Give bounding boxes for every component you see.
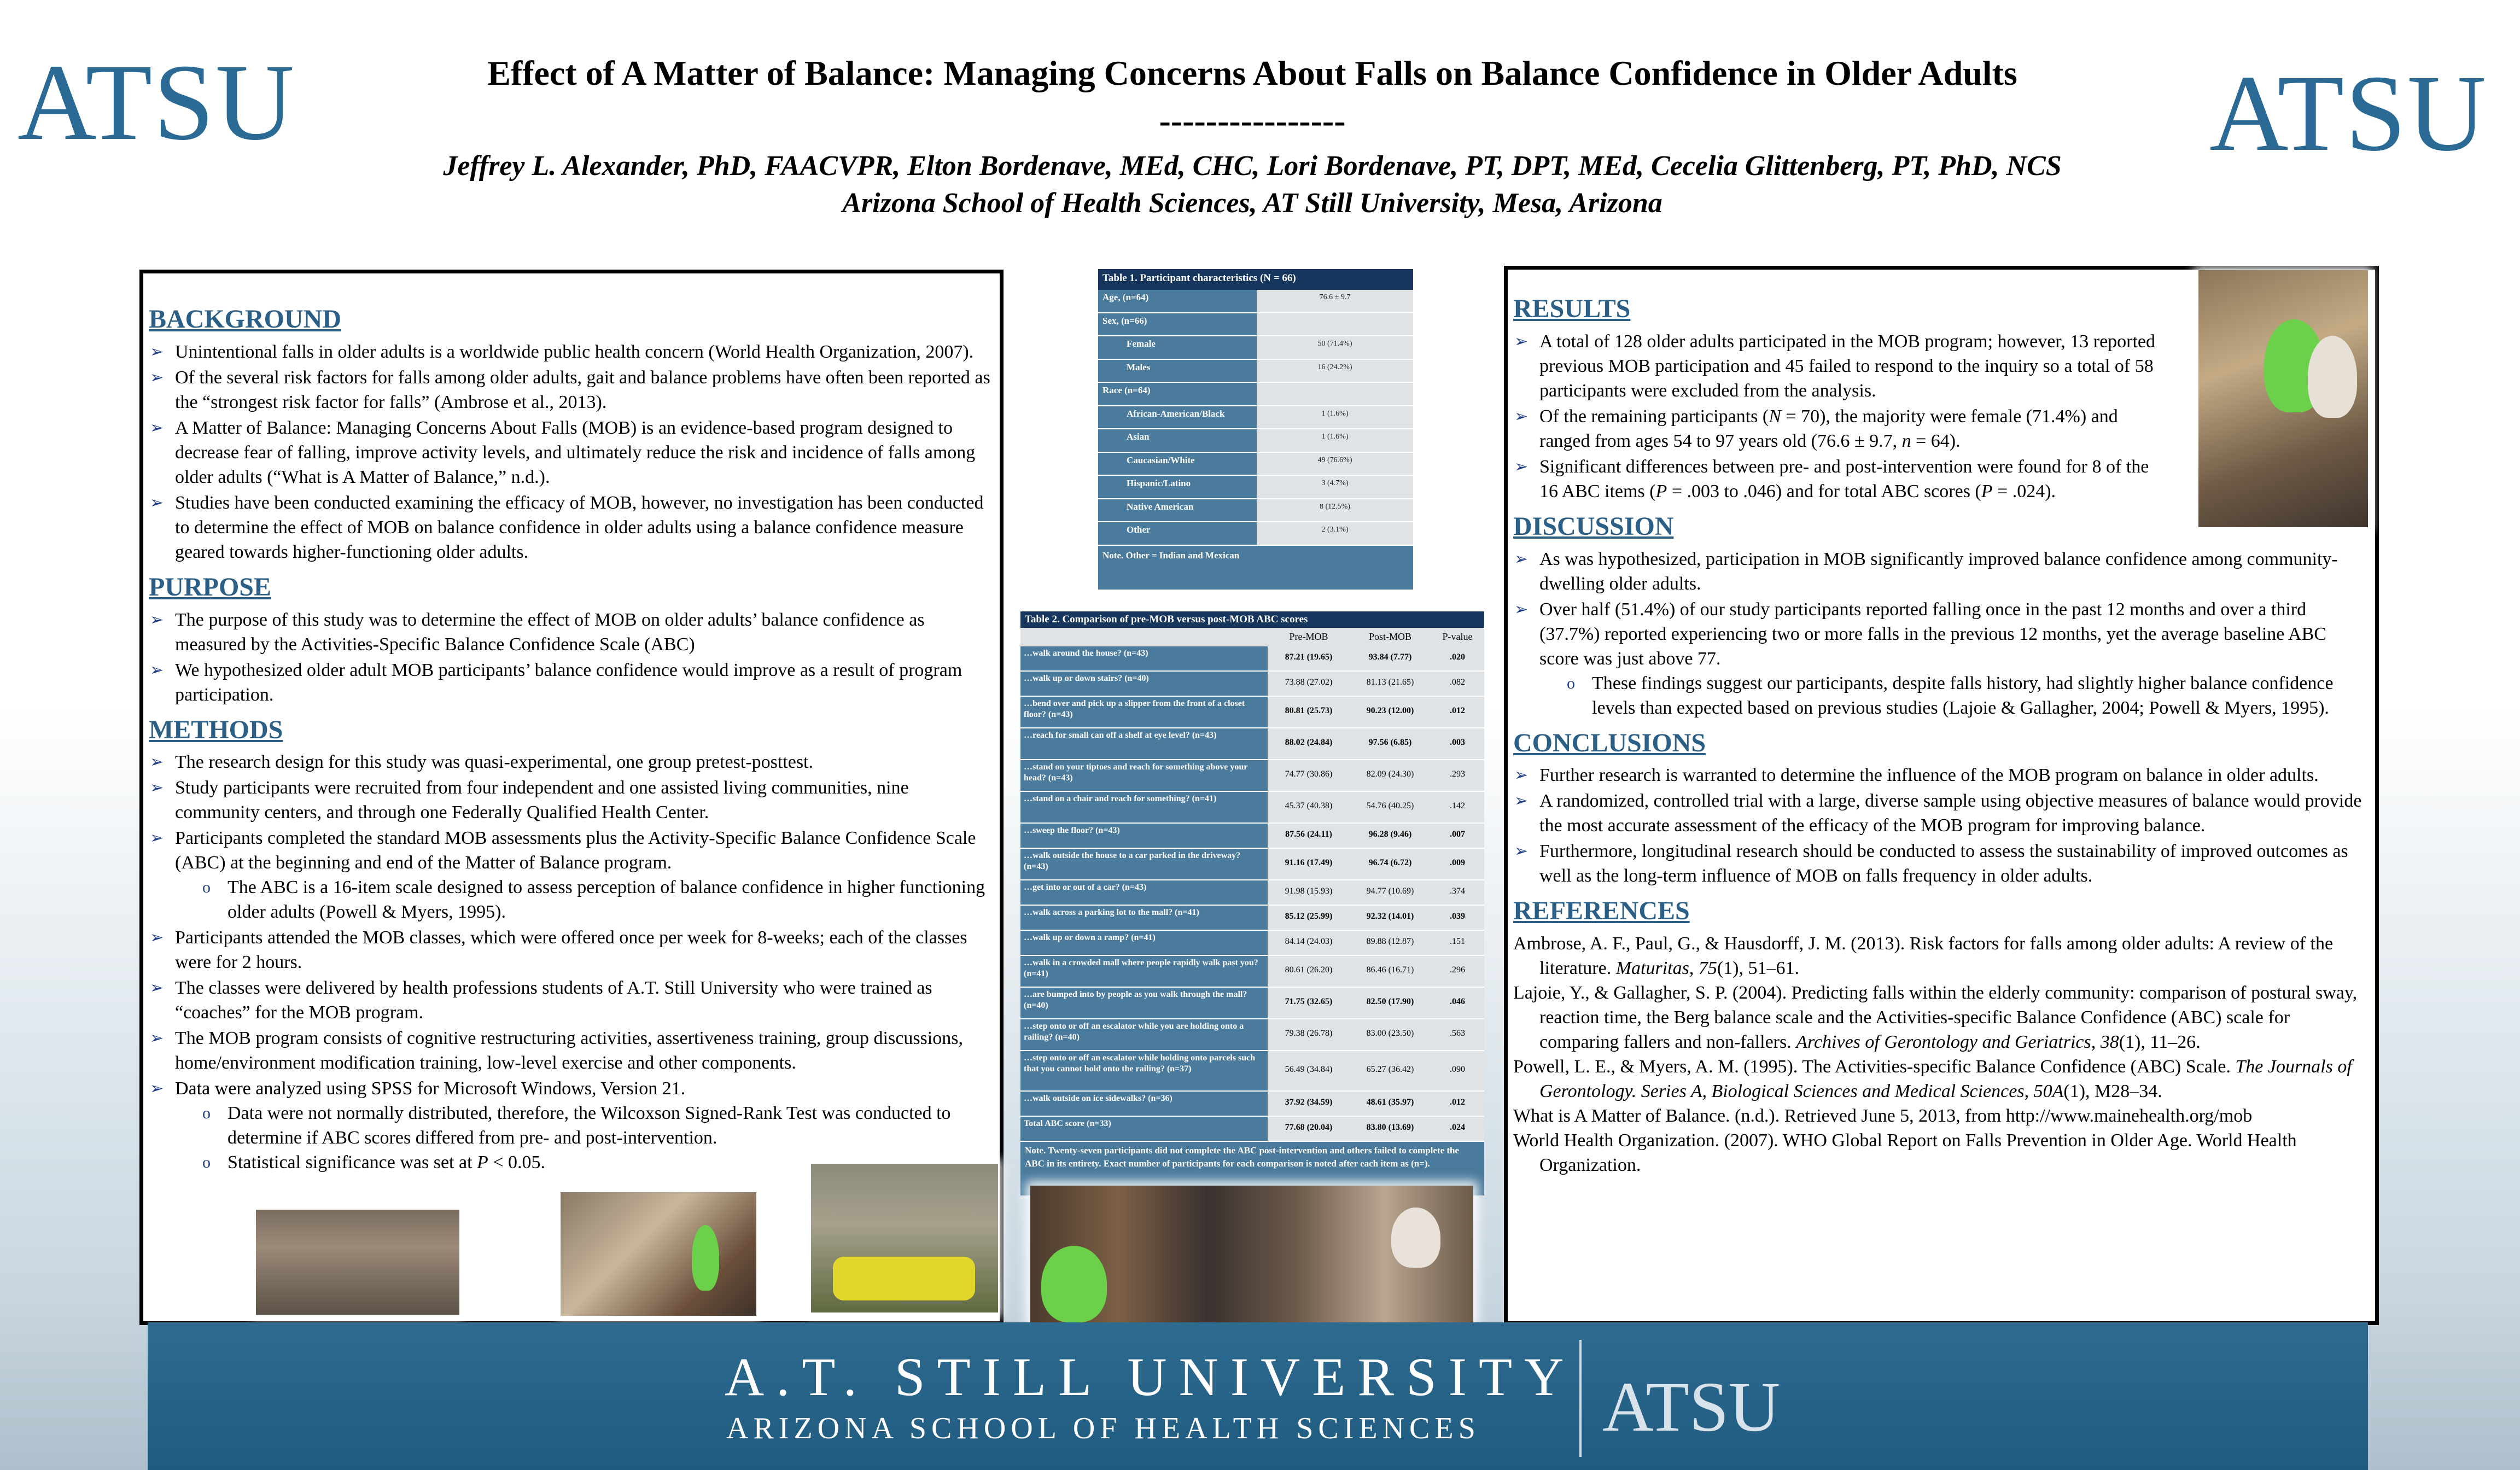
p-value: .003 [1431, 728, 1484, 759]
list-item: ➢ The research design for this study was quasi-experimental, one group pretest-posttest. [149, 750, 994, 774]
list-item: ➢ Over half (51.4%) of our study participants reported falling once in the past 12 months and over a third (37.7%) reported experiencing two or more falls in the previous 12 months, yet the average baseline ABC score was just above 77. o These findings suggest our participants, despite falls history, had slightly higher balance confidence levels than expected based on previous studies (Lajoie & Gallagher, 2004; Powell & Myers, 1995). [1513, 597, 2370, 720]
table-row [1098, 429, 1413, 453]
references-list [1513, 931, 2370, 1177]
table-note: Note. Twenty-seven participants did not complete the ABC post-intervention and others failed to complete the ABC in its entirety. Exact number of participants for each comparison is noted after each item as (n=). [1020, 1142, 1484, 1195]
sub-list-item: o Statistical significance was set at P < 0.05. [175, 1150, 994, 1175]
row-value: 1 (1.6%) [1257, 429, 1413, 452]
item-label: …stand on a chair and reach for something? (n=41) [1020, 792, 1268, 822]
university-banner [148, 1322, 2368, 1470]
arrow-bullet-icon: ➢ [150, 979, 164, 998]
circle-bullet-icon: o [202, 878, 211, 897]
methods-list [149, 750, 994, 1175]
post-score: 92.32 (14.01) [1350, 906, 1431, 930]
table-row [1020, 1051, 1484, 1092]
post-score: 83.80 (13.69) [1350, 1117, 1431, 1141]
table-row [1098, 476, 1413, 499]
table-row [1020, 988, 1484, 1019]
arrow-bullet-icon: ➢ [1514, 842, 1529, 861]
list-item: ➢ A total of 128 older adults participated in the MOB program; however, 13 reported previous MOB participation and 45 failed to respond to the inquiry so a total of 58 participants were excluded from the analysis. [1513, 329, 2159, 403]
item-label: …walk up or down stairs? (n=40) [1020, 672, 1268, 696]
p-value: .293 [1431, 760, 1484, 791]
pre-score: 91.16 (17.49) [1268, 849, 1350, 879]
table-row [1020, 931, 1484, 956]
pre-score: 71.75 (32.65) [1268, 988, 1350, 1018]
table-row [1020, 697, 1484, 728]
table-row [1020, 1117, 1484, 1142]
item-label: …step onto or off an escalator while you are holding onto a railing? (n=40) [1020, 1019, 1268, 1050]
post-score: 96.74 (6.72) [1350, 849, 1431, 879]
reference-item: Ambrose, A. F., Paul, G., & Hausdorff, J. M. (2013). Risk factors for falls among older adults: A review of the literature. Maturitas, 75(1), 51–61. [1513, 934, 2334, 979]
row-value [1257, 383, 1413, 405]
table-row [1020, 728, 1484, 760]
abc-comparison-table [1020, 611, 1484, 1195]
table-title: Table 2. Comparison of pre-MOB versus post-MOB ABC scores [1020, 611, 1484, 628]
row-label: Native American [1098, 499, 1257, 522]
table-row [1098, 406, 1413, 430]
pre-score: 73.88 (27.02) [1268, 672, 1350, 696]
arrow-bullet-icon: ➢ [150, 418, 164, 437]
title-divider: ---------------- [1159, 101, 1346, 140]
p-value: .374 [1431, 880, 1484, 905]
results-heading: RESULTS [1513, 294, 1631, 323]
p-value: .296 [1431, 956, 1484, 987]
row-label: Hispanic/Latino [1098, 476, 1257, 498]
list-item: ➢ The MOB program consists of cognitive restructuring activities, assertiveness training, group discussions, home/environment modification training, low-level exercise and other components. [149, 1026, 994, 1075]
references-heading: REFERENCES [1513, 896, 1690, 926]
authors: Jeffrey L. Alexander, PhD, FAACVPR, Elton Bordenave, MEd, CHC, Lori Bordenave, PT, DPT, MEd, Cecelia Glittenberg, PT, PhD, NCS [443, 150, 2062, 182]
conclusions-heading: CONCLUSIONS [1513, 728, 1706, 757]
table-row [1020, 824, 1484, 849]
p-value: .007 [1431, 824, 1484, 848]
p-value: .039 [1431, 906, 1484, 930]
post-score: 82.09 (24.30) [1350, 760, 1431, 791]
list-item: ➢ Of the remaining participants (N = 70), the majority were female (71.4%) and ranged from ages 54 to 97 years old (76.6 ± 9.7, n = 64). [1513, 404, 2159, 453]
participant-characteristics-table [1098, 269, 1413, 590]
pre-score: 87.56 (24.11) [1268, 824, 1350, 848]
pre-score: 87.21 (19.65) [1268, 646, 1350, 670]
item-label: …walk up or down a ramp? (n=41) [1020, 931, 1268, 955]
banner-divider [1579, 1340, 1582, 1457]
p-value: .082 [1431, 672, 1484, 696]
table-body [1020, 646, 1484, 1142]
pre-score: 80.81 (25.73) [1268, 697, 1350, 727]
list-item: ➢ A Matter of Balance: Managing Concerns About Falls (MOB) is an evidence-based program designed to decrease fear of falling, improve activity levels, and ultimately reduce the risk and incidence of falls among older adults (“What is A Matter of Balance,” n.d.). [149, 416, 994, 489]
p-value: .024 [1431, 1117, 1484, 1141]
header-blank [1020, 628, 1268, 646]
reference-item: What is A Matter of Balance. (n.d.). Retrieved June 5, 2013, from http://www.mainehealth.org/mob [1513, 1106, 2253, 1127]
list-item: ➢ Study participants were recruited from four independent and one assisted living communities, nine community centers, and through one Federally Qualified Health Center. [149, 775, 994, 825]
post-score: 65.27 (36.42) [1350, 1051, 1431, 1090]
arrow-bullet-icon: ➢ [1514, 407, 1529, 425]
arrow-bullet-icon: ➢ [150, 342, 164, 361]
circle-bullet-icon: o [202, 1104, 211, 1123]
table-body [1098, 290, 1413, 546]
arrow-bullet-icon: ➢ [150, 929, 164, 947]
item-label: …walk around the house? (n=43) [1020, 646, 1268, 670]
coaches-photo [811, 1164, 998, 1312]
poster-title: Effect of A Matter of Balance: Managing Concerns About Falls on Balance Confidence in Older Adults [487, 54, 2017, 92]
header-pvalue: P-value [1442, 631, 1473, 642]
row-value: 8 (12.5%) [1257, 499, 1413, 522]
post-score: 82.50 (17.90) [1350, 988, 1431, 1018]
row-label: Males [1098, 360, 1257, 382]
post-score: 81.13 (21.65) [1350, 672, 1431, 696]
row-value: 16 (24.2%) [1257, 360, 1413, 382]
table-row [1020, 672, 1484, 697]
item-label: Total ABC score (n=33) [1020, 1117, 1268, 1141]
item-label: …are bumped into by people as you walk through the mall? (n=40) [1020, 988, 1268, 1018]
table-row [1020, 849, 1484, 880]
group-photo [256, 1210, 459, 1315]
arrow-bullet-icon: ➢ [150, 493, 164, 512]
list-item: ➢ Of the several risk factors for falls among older adults, gait and balance problems have often been reported as the “strongest risk factor for falls” (Ambrose et al., 2013). [149, 365, 994, 415]
table-row [1098, 522, 1413, 546]
list-item: ➢ As was hypothesized, participation in MOB significantly improved balance confidence among community-dwelling older adults. [1513, 547, 2370, 596]
sub-list [1539, 671, 2370, 720]
exercise-class-photo [2198, 270, 2368, 527]
arrow-bullet-icon: ➢ [150, 610, 164, 629]
list-item: ➢ Participants attended the MOB classes, which were offered once per week for 8-weeks; each of the classes were for 2 hours. [149, 925, 994, 975]
list-item: ➢ Data were analyzed using SPSS for Microsoft Windows, Version 21. o Data were not normally distributed, therefore, the Wilcoxson Signed-Rank Test was conducted to determine if ABC scores differed from pre- and post-intervention. o Statistical significance was set at P < 0.05. [149, 1076, 994, 1175]
table-row [1020, 880, 1484, 906]
row-value: 3 (4.7%) [1257, 476, 1413, 498]
pre-score: 80.61 (26.20) [1268, 956, 1350, 987]
p-value: .142 [1431, 792, 1484, 822]
row-label: African-American/Black [1098, 406, 1257, 429]
university-name: A.T. STILL UNIVERSITY [725, 1346, 1576, 1407]
row-value: 76.6 ± 9.7 [1257, 290, 1413, 312]
list-item: ➢ Significant differences between pre- and post-intervention were found for 8 of the 16 ABC items (P = .003 to .046) and for total ABC scores (P = .024). [1513, 454, 2159, 504]
row-label: Other [1098, 522, 1257, 545]
table-row [1020, 1092, 1484, 1117]
sub-list-item: o The ABC is a 16-item scale designed to assess perception of balance confidence in higher functioning older adults (Powell & Myers, 1995). [175, 875, 994, 924]
pre-score: 88.02 (24.84) [1268, 728, 1350, 759]
post-score: 86.46 (16.71) [1350, 956, 1431, 987]
arrow-bullet-icon: ➢ [1514, 766, 1529, 785]
arrow-bullet-icon: ➢ [150, 661, 164, 679]
arrow-bullet-icon: ➢ [150, 1029, 164, 1048]
item-label: …sweep the floor? (n=43) [1020, 824, 1268, 848]
pre-score: 91.98 (15.93) [1268, 880, 1350, 905]
pre-score: 85.12 (25.99) [1268, 906, 1350, 930]
table-title: Table 1. Participant characteristics (N = 66) [1098, 269, 1413, 290]
pre-score: 79.38 (26.78) [1268, 1019, 1350, 1050]
methods-heading: METHODS [149, 715, 283, 744]
affiliation: Arizona School of Health Sciences, AT Still University, Mesa, Arizona [842, 187, 1662, 219]
item-label: …walk outside on ice sidewalks? (n=36) [1020, 1092, 1268, 1116]
p-value: .090 [1431, 1051, 1484, 1090]
row-label: Age, (n=64) [1098, 290, 1257, 312]
list-item: ➢ The classes were delivered by health professions students of A.T. Still University who were trained as “coaches” for the MOB program. [149, 976, 994, 1025]
table-row [1098, 336, 1413, 360]
item-label: …step onto or off an escalator while holding onto parcels such that you cannot hold onto the railing? (n=37) [1020, 1051, 1268, 1090]
table-row [1098, 453, 1413, 476]
circle-bullet-icon: o [1567, 674, 1575, 692]
post-score: 83.00 (23.50) [1350, 1019, 1431, 1050]
item-label: …walk across a parking lot to the mall? (n=41) [1020, 906, 1268, 930]
table-row [1098, 290, 1413, 313]
school-name: ARIZONA SCHOOL OF HEALTH SCIENCES [726, 1411, 1480, 1445]
sub-list [175, 875, 994, 924]
p-value: .563 [1431, 1019, 1484, 1050]
authors-block [339, 148, 2166, 221]
pre-score: 77.68 (20.04) [1268, 1117, 1350, 1141]
p-value: .020 [1431, 646, 1484, 670]
list-item: ➢ We hypothesized older adult MOB participants’ balance confidence would improve as a result of program participation. [149, 658, 994, 707]
pre-score: 84.14 (24.03) [1268, 931, 1350, 955]
background-heading: BACKGROUND [149, 305, 342, 334]
arrow-bullet-icon: ➢ [1514, 332, 1529, 351]
pre-score: 74.77 (30.86) [1268, 760, 1350, 791]
exercise-photo [561, 1192, 756, 1316]
row-label: Asian [1098, 429, 1257, 452]
circle-bullet-icon: o [202, 1153, 211, 1172]
pre-score: 56.49 (34.84) [1268, 1051, 1350, 1090]
table-row [1020, 1019, 1484, 1051]
pre-score: 45.37 (40.38) [1268, 792, 1350, 822]
post-score: 90.23 (12.00) [1350, 697, 1431, 727]
arrow-bullet-icon: ➢ [1514, 792, 1529, 810]
coach-with-participant-photo [1030, 1186, 1473, 1322]
item-label: …get into or out of a car? (n=43) [1020, 880, 1268, 905]
list-item: ➢ Studies have been conducted examining the efficacy of MOB, however, no investigation has been conducted to determine the effect of MOB on balance confidence in older adults using a balance confidence measure geared towards higher-functioning older adults. [149, 491, 994, 564]
arrow-bullet-icon: ➢ [1514, 600, 1529, 619]
post-score: 54.76 (40.25) [1350, 792, 1431, 822]
atsu-banner-logo: ATSU [1602, 1368, 1781, 1446]
sub-list-item: o These findings suggest our participants, despite falls history, had slightly higher balance confidence levels than expected based on previous studies (Lajoie & Gallagher, 2004; Powell & Myers, 1995). [1539, 671, 2370, 720]
table-row [1020, 792, 1484, 824]
purpose-list [149, 608, 994, 707]
row-value: 50 (71.4%) [1257, 336, 1413, 359]
item-label: …bend over and pick up a slipper from the front of a closet floor? (n=43) [1020, 697, 1268, 727]
post-score: 96.28 (9.46) [1350, 824, 1431, 848]
table-note: Note. Other = Indian and Mexican [1098, 546, 1413, 590]
list-item: ➢ Participants completed the standard MOB assessments plus the Activity-Specific Balance Confidence Scale (ABC) at the beginning and end of the Matter of Balance program. o The ABC is a 16-item scale designed to assess perception of balance confidence in higher functioning older adults (Powell & Myers, 1995). [149, 826, 994, 924]
table-row [1020, 646, 1484, 672]
list-item: ➢ Furthermore, longitudinal research should be conducted to assess the sustainability of improved outcomes as well as the long-term influence of MOB on falls frequency in older adults. [1513, 839, 2370, 888]
list-item: ➢ Further research is warranted to determine the influence of the MOB program on balance in older adults. [1513, 763, 2370, 788]
pre-score: 37.92 (34.59) [1268, 1092, 1350, 1116]
p-value: .009 [1431, 849, 1484, 879]
item-label: …stand on your tiptoes and reach for something above your head? (n=43) [1020, 760, 1268, 791]
row-value: 1 (1.6%) [1257, 406, 1413, 429]
header-pre: Pre-MOB [1289, 631, 1328, 642]
arrow-bullet-icon: ➢ [150, 368, 164, 387]
item-label: …walk outside the house to a car parked in the driveway? (n=43) [1020, 849, 1268, 879]
reference-item: Lajoie, Y., & Gallagher, S. P. (2004). Predicting falls within the elderly community: comparison of postural sway, reaction time, the Berg balance scale and the Activities-specific Balance Confidence (ABC) scale for comparing fallers and non-fallers. Archives of Gerontology and Geriatrics, 38(1), 11–26. [1513, 983, 2358, 1053]
row-value [1257, 313, 1413, 336]
post-score: 97.56 (6.85) [1350, 728, 1431, 759]
row-label: Sex, (n=66) [1098, 313, 1257, 336]
reference-item: World Health Organization. (2007). WHO Global Report on Falls Prevention in Older Age. World Health Organization. [1513, 1130, 2297, 1176]
table-row [1098, 383, 1413, 406]
arrow-bullet-icon: ➢ [1514, 457, 1529, 476]
row-label: Female [1098, 336, 1257, 359]
table-row [1020, 956, 1484, 988]
row-label: Caucasian/White [1098, 453, 1257, 475]
purpose-heading: PURPOSE [149, 572, 272, 602]
atsu-logo-left: ATSU [18, 42, 296, 163]
background-list [149, 340, 994, 564]
list-item: ➢ A randomized, controlled trial with a large, diverse sample using objective measures of balance would provide the most accurate assessment of the efficacy of the MOB program for improving balance. [1513, 789, 2370, 838]
table-row [1020, 760, 1484, 792]
post-score: 93.84 (7.77) [1350, 646, 1431, 670]
arrow-bullet-icon: ➢ [150, 1080, 164, 1098]
reference-item: Powell, L. E., & Myers, A. M. (1995). The Activities-specific Balance Confidence (ABC) Scale. The Journals of Gerontology. Series A, Biological Sciences and Medical Sciences, 50A(1), M28–34. [1513, 1057, 2352, 1102]
p-value: .012 [1431, 1092, 1484, 1116]
discussion-heading: DISCUSSION [1513, 511, 1674, 541]
item-label: …walk in a crowded mall where people rapidly walk past you? (n=41) [1020, 956, 1268, 987]
header-post: Post-MOB [1368, 631, 1412, 642]
post-score: 89.88 (12.87) [1350, 931, 1431, 955]
table-row [1098, 360, 1413, 383]
discussion-list [1513, 547, 2370, 720]
table-header-row [1020, 628, 1484, 646]
sub-list-item: o Data were not normally distributed, therefore, the Wilcoxson Signed-Rank Test was conducted to determine if ABC scores differed from pre- and post-intervention. [175, 1101, 994, 1150]
atsu-logo-right: ATSU [2209, 53, 2488, 174]
p-value: .012 [1431, 697, 1484, 727]
table-row [1020, 906, 1484, 931]
post-score: 94.77 (10.69) [1350, 880, 1431, 905]
arrow-bullet-icon: ➢ [150, 829, 164, 848]
results-list [1513, 329, 2159, 504]
arrow-bullet-icon: ➢ [1514, 550, 1529, 568]
table-row [1098, 313, 1413, 337]
arrow-bullet-icon: ➢ [150, 779, 164, 797]
list-item: ➢ The purpose of this study was to determine the effect of MOB on older adults’ balance confidence as measured by the Activities-Specific Balance Confidence Scale (ABC) [149, 608, 994, 657]
list-item: ➢ Unintentional falls in older adults is a worldwide public health concern (World Health Organization, 2007). [149, 340, 994, 364]
post-score: 48.61 (35.97) [1350, 1092, 1431, 1116]
p-value: .046 [1431, 988, 1484, 1018]
row-value: 2 (3.1%) [1257, 522, 1413, 545]
conclusions-list [1513, 763, 2370, 888]
arrow-bullet-icon: ➢ [150, 753, 164, 772]
p-value: .151 [1431, 931, 1484, 955]
table-row [1098, 499, 1413, 523]
item-label: …reach for small can off a shelf at eye level? (n=43) [1020, 728, 1268, 759]
row-value: 49 (76.6%) [1257, 453, 1413, 475]
row-label: Race (n=64) [1098, 383, 1257, 405]
